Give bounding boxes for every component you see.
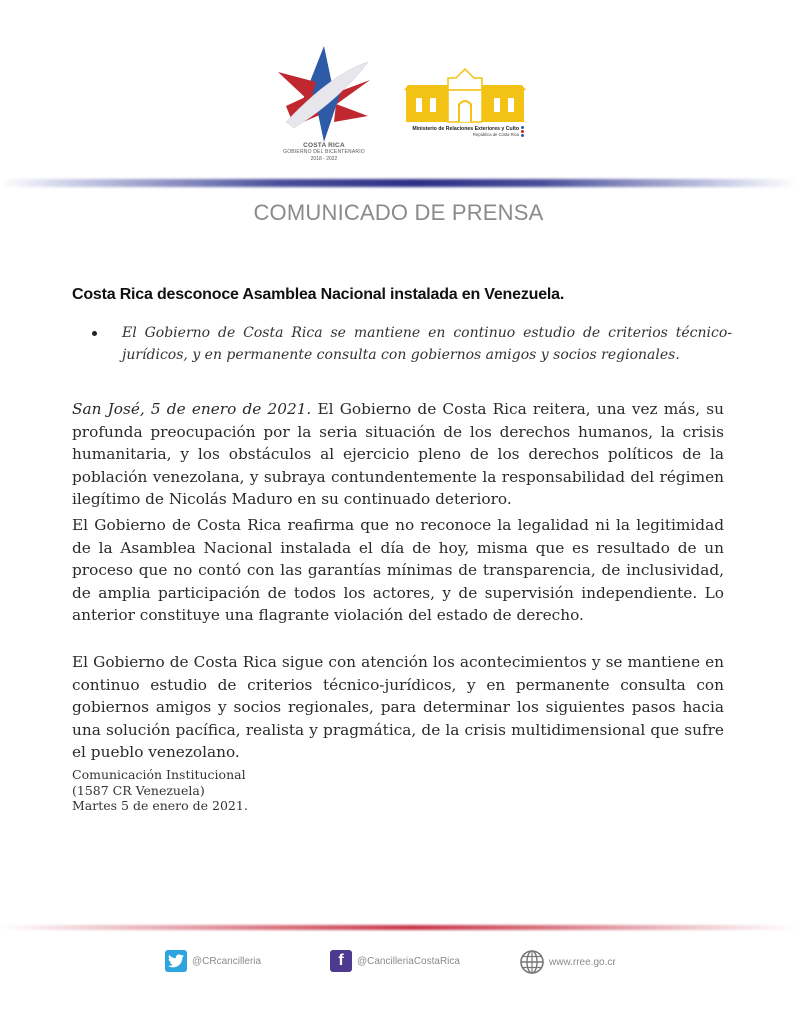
globe-icon: [520, 950, 544, 974]
bicentennial-logo-caption: [268, 142, 380, 163]
logo-years: 2018 - 2022: [310, 156, 338, 162]
header-divider: [0, 179, 797, 187]
signature-block: [72, 767, 248, 814]
body-paragraph-2: El Gobierno de Costa Rica reafirma que no reconoce la legalidad ni la legitimidad de la Asamblea Nacional instalada el día de hoy, misma que es resultado de un proceso que no contó con las garantías mínimas de transparencia, de inclusividad, de amplia participación de todos los actores, y de supervisión independiente. Lo anterior constituye una flagrante violación del estado de derecho.: [72, 516, 724, 625]
website-url: www.rree.go.cr: [549, 956, 616, 968]
bicentennial-star-logo: [272, 44, 376, 144]
costa-rica-flag-dots-icon: [521, 126, 525, 138]
header-logos: [0, 44, 797, 174]
document-type-title: COMUNICADO DE PRENSA: [253, 200, 544, 225]
twitter-icon: [165, 950, 187, 972]
paragraph-1-text: El Gobierno de Costa Rica reitera, una vez más, su profunda preocupación por la seria situación de los derechos humanos, la crisis humanitaria, y los obstáculos al ejercicio pleno de los derechos políticos de la población venezolana, y subraya contundentemente la responsabilidad del régimen ilegítimo de Nicolás Maduro en su continuado deterioro.: [72, 400, 724, 509]
twitter-link[interactable]: [165, 950, 261, 972]
signature-date: Martes 5 de enero de 2021.: [72, 798, 248, 813]
facebook-handle: @CancilleriaCostaRica: [357, 955, 460, 967]
twitter-handle: @CRcancilleria: [192, 955, 262, 967]
footer-divider: [0, 925, 797, 930]
signature-office: Comunicación Institucional: [72, 767, 246, 782]
dateline: San José, 5 de enero de 2021.: [72, 400, 312, 418]
summary-bullet: [92, 322, 732, 366]
website-link[interactable]: [520, 950, 616, 974]
body-paragraph-3: El Gobierno de Costa Rica sigue con atención los acontecimientos y se mantiene en continuo estudio de criterios técnico-jurídicos, y en permanente consulta con gobiernos amigos y socios regionales, para determinar los siguientes pasos hacia una solución pacífica, realista y pragmática, de la crisis multidimensional que sufre el pueblo venezolano.: [72, 653, 724, 762]
headline: Costa Rica desconoce Asamblea Nacional instalada en Venezuela.: [72, 286, 565, 303]
ministry-name: Ministerio de Relaciones Exteriores y Culto: [412, 126, 519, 132]
logo-country-name: COSTA RICA: [303, 142, 345, 149]
ministry-country: República de Costa Rica: [472, 132, 519, 137]
ministry-logo-caption: [405, 126, 525, 137]
bullet-icon: [92, 331, 97, 336]
body-paragraph-1: [72, 398, 724, 511]
logo-subtitle: GOBIERNO DEL BICENTENARIO: [283, 149, 365, 155]
ministry-building-logo: [404, 68, 526, 124]
facebook-link[interactable]: [330, 950, 460, 972]
facebook-icon: f: [330, 950, 352, 972]
signature-reference: (1587 CR Venezuela): [72, 782, 205, 798]
summary-bullet-text: El Gobierno de Costa Rica se mantiene en continuo estudio de criterios técnico-jurídicos, y en permanente consulta con gobiernos amigos y socios regionales.: [122, 325, 732, 363]
footer-social-links: [0, 950, 797, 976]
